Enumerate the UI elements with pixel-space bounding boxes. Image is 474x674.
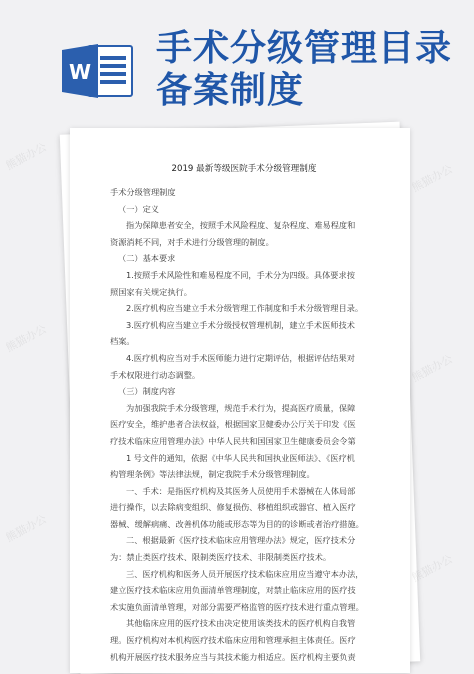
doc-line: 照国家有关规定执行。 <box>110 286 192 297</box>
doc-line: （一）定义 <box>118 203 159 214</box>
doc-line: 术实施负面清单管理，对部分需要严格监管的医疗技术进行重点管理。 <box>110 601 364 612</box>
doc-line: 一、手术：是指医疗机构及其医务人员使用手术器械在人体局部 <box>126 485 356 496</box>
doc-line: 档案。 <box>110 336 135 347</box>
doc-line: 1 号文件的通知，依据《中华人民共和国执业医师法》、《医疗机 <box>126 452 355 463</box>
title-line-1: 手术分级管理目录 <box>156 28 453 69</box>
doc-line: 三、医疗机构和医务人员开展医疗技术临床应用应当遵守本办法， <box>126 568 364 579</box>
document-page[interactable] <box>70 128 410 673</box>
doc-line: 指为保障患者安全，按照手术风险程度、复杂程度、难易程度和 <box>126 220 356 231</box>
doc-line: 医疗安全，维护患者合法权益，根据国家卫健委办公厅关于印发《医 <box>110 419 356 430</box>
watermark-text: 熊猫办公 <box>409 552 455 585</box>
doc-line: 为加强我院手术分级管理，规范手术行为，提高医疗质量，保障 <box>126 402 356 413</box>
page-title <box>156 28 456 112</box>
document-title: 2019 最新等级医院手术分级管理制度 <box>171 164 317 174</box>
watermark-text: 熊猫办公 <box>409 352 455 385</box>
doc-line: 2.医疗机构应当建立手术分级管理工作制度和手术分级管理目录。 <box>126 303 364 314</box>
doc-line: 二、根据最新《医疗技术临床应用管理办法》规定，医疗技术分 <box>126 535 356 546</box>
doc-line: 为：禁止类医疗技术、限制类医疗技术、非限制类医疗技术。 <box>110 552 332 563</box>
doc-line: 器械、缓解病痛、改善机体功能或形态等为目的的诊断或者治疗措施。 <box>110 518 364 529</box>
doc-line: 手术权限进行动态调整。 <box>110 369 201 380</box>
document-body <box>110 162 378 665</box>
doc-line: 手术分级管理制度 <box>110 187 176 197</box>
doc-line: 4.医疗机构应当对手术医师能力进行定期评估，根据评估结果对 <box>126 352 355 363</box>
doc-line: 3.医疗机构应当建立手术分级授权管理机制，建立手术医师技术 <box>126 319 355 330</box>
watermark-text: 熊猫办公 <box>3 512 49 545</box>
doc-line: （二）基本要求 <box>118 253 176 264</box>
doc-line: 构管理条例》等法律法规，制定我院手术分级管理制度。 <box>110 469 315 480</box>
doc-line: （三）制度内容 <box>118 386 176 397</box>
doc-line: 疗技术临床应用管理办法》中华人民共和国国家卫生健康委员会令第 <box>110 435 356 446</box>
watermark-text: 熊猫办公 <box>3 322 49 355</box>
doc-line: 1.按照手术风险性和难易程度不同，手术分为四级。具体要求按 <box>126 269 355 280</box>
doc-line: 进行操作，以去除病变组织、修复损伤、移植组织或器官、植入医疗 <box>110 502 356 513</box>
doc-line: 其他临床应用的医疗技术由决定使用该类技术的医疗机构自我管 <box>126 618 356 629</box>
svg-text:W: W <box>68 60 92 84</box>
watermark-text: 熊猫办公 <box>409 162 455 195</box>
doc-line: 机构开展医疗技术服务应当与其技术能力相适应。医疗机构主要负责 <box>110 651 356 662</box>
doc-line: 理。医疗机构对本机构医疗技术临床应用和管理承担主体责任。医疗 <box>110 635 356 646</box>
title-line-2: 备案制度 <box>156 70 305 111</box>
word-icon <box>62 42 134 100</box>
doc-line: 资源消耗不同，对手术进行分级管理的制度。 <box>110 236 274 247</box>
doc-line: 建立医疗技术临床应用负面清单管理制度，对禁止临床应用的医疗技 <box>110 585 356 596</box>
watermark-text: 熊猫办公 <box>3 140 49 173</box>
